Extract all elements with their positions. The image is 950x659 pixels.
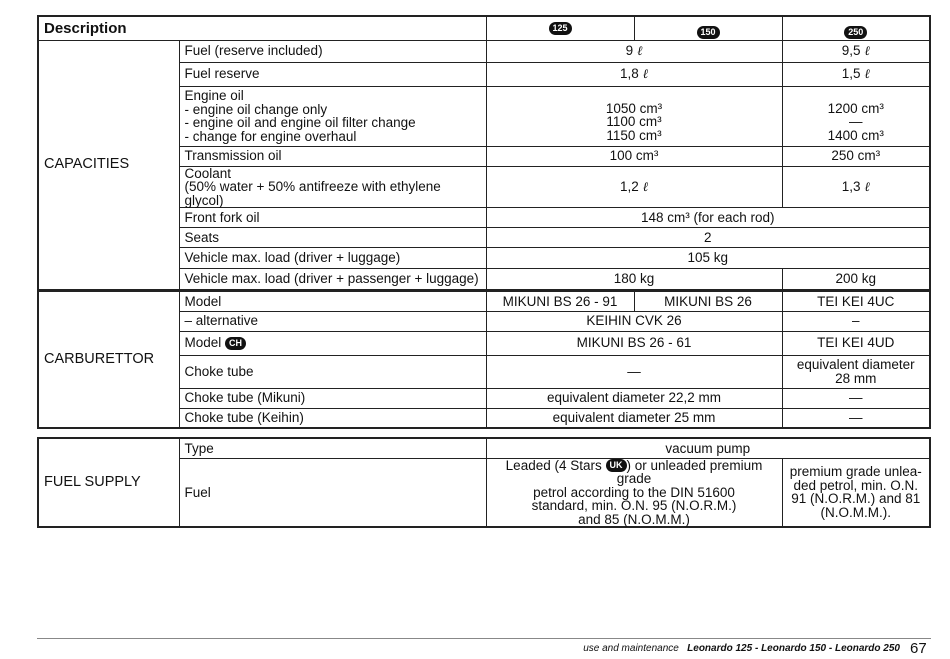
litre-icon: ℓ — [864, 43, 870, 59]
value-cell: Leaded (4 Stars UK ) or unleaded premium grade petrol according to the DIN 51600 standard, min. O.N. 95 (N.O.R.M.) and 85 (N.O.M.M.) — [486, 458, 782, 527]
value-cell: MIKUNI BS 26 — [634, 291, 782, 311]
value-cell: 1,3 ℓ — [782, 166, 930, 208]
row-label: Type — [179, 438, 486, 458]
value-cell: TEI KEI 4UC — [782, 291, 930, 311]
value-cell: MIKUNI BS 26 - 91 — [486, 291, 634, 311]
value-cell: KEIHIN CVK 26 — [486, 311, 782, 331]
page-number: 67 — [910, 640, 927, 657]
row-label: Transmission oil — [179, 146, 486, 166]
row-label: Seats — [179, 228, 486, 248]
value-cell: 9 ℓ — [486, 40, 782, 62]
row-label: Choke tube (Mikuni) — [179, 388, 486, 408]
value-cell: 2 — [486, 228, 930, 248]
value-cell: vacuum pump — [486, 438, 930, 458]
footer-title: Leonardo 125 - Leonardo 150 - Leonardo 250 — [687, 643, 900, 654]
value-cell: – — [782, 311, 930, 331]
row-label: Model — [179, 291, 486, 311]
value-cell: 100 cm³ — [486, 146, 782, 166]
litre-icon: ℓ — [864, 66, 870, 82]
value-cell: equivalent diameter 28 mm — [782, 355, 930, 388]
value-cell: — — [782, 408, 930, 428]
model-250-badge: 250 — [844, 26, 867, 39]
value-cell: — — [486, 355, 782, 388]
litre-icon: ℓ — [642, 179, 648, 195]
row-label: Fuel — [179, 458, 486, 527]
fuel-supply-table — [37, 437, 931, 528]
row-label: Engine oil - engine oil change only - engine oil and engine oil filter change - change for engine overhaul — [179, 86, 486, 146]
section-title-fuel-supply: FUEL SUPPLY — [38, 438, 179, 527]
row-label: – alternative — [179, 311, 486, 331]
model-125-badge: 125 — [549, 22, 572, 35]
carburettor-table — [37, 290, 931, 429]
value-cell: MIKUNI BS 26 - 61 — [486, 331, 782, 355]
row-label: Vehicle max. load (driver + passenger + luggage) — [179, 269, 486, 290]
model-150-header — [634, 16, 782, 40]
row-label: Fuel (reserve included) — [179, 40, 486, 62]
value-cell: 1,8 ℓ — [486, 62, 782, 86]
value-cell: 250 cm³ — [782, 146, 930, 166]
value-cell: — — [782, 388, 930, 408]
litre-icon: ℓ — [864, 179, 870, 195]
value-cell: 1,2 ℓ — [486, 166, 782, 208]
model-250-header — [782, 16, 930, 40]
model-150-badge: 150 — [697, 26, 720, 39]
row-label: Model CH — [179, 331, 486, 355]
footer-divider — [37, 638, 931, 639]
value-cell: 105 kg — [486, 248, 930, 269]
value-cell: equivalent diameter 25 mm — [486, 408, 782, 428]
model-125-header — [486, 16, 634, 40]
description-header: Description — [38, 16, 486, 40]
value-cell: 148 cm³ (for each rod) — [486, 208, 930, 228]
value-cell: 1,5 ℓ — [782, 62, 930, 86]
value-cell: TEI KEI 4UD — [782, 331, 930, 355]
value-cell: 180 kg — [486, 269, 782, 290]
uk-badge: UK — [606, 459, 627, 472]
litre-icon: ℓ — [636, 43, 643, 59]
section-title-carburettor: CARBURETTOR — [38, 291, 179, 428]
value-cell: 1200 cm³ — 1400 cm³ — [782, 86, 930, 146]
value-cell: 9,5 ℓ — [782, 40, 930, 62]
value-cell: 200 kg — [782, 269, 930, 290]
litre-icon: ℓ — [642, 66, 648, 82]
table-row — [38, 291, 930, 311]
row-label: Choke tube — [179, 355, 486, 388]
row-label: Coolant (50% water + 50% antifreeze with ethylene glycol) — [179, 166, 486, 208]
value-cell: 1050 cm³ 1100 cm³ 1150 cm³ — [486, 86, 782, 146]
capacities-table — [37, 15, 931, 291]
row-label: Vehicle max. load (driver + luggage) — [179, 248, 486, 269]
value-cell: premium grade unlea- ded petrol, min. O.N. 91 (N.O.R.M.) and 81 (N.O.M.M.). — [782, 458, 930, 527]
row-label: Choke tube (Keihin) — [179, 408, 486, 428]
value-cell: equivalent diameter 22,2 mm — [486, 388, 782, 408]
section-title-capacities: CAPACITIES — [38, 40, 179, 290]
footer-text: use and maintenance Leonardo 125 - Leonardo 150 - Leonardo 250 — [583, 643, 900, 654]
ch-badge: CH — [225, 337, 246, 350]
table-row — [38, 438, 930, 458]
table-row — [38, 40, 930, 62]
row-label: Front fork oil — [179, 208, 486, 228]
row-label: Fuel reserve — [179, 62, 486, 86]
header-row — [38, 16, 930, 40]
